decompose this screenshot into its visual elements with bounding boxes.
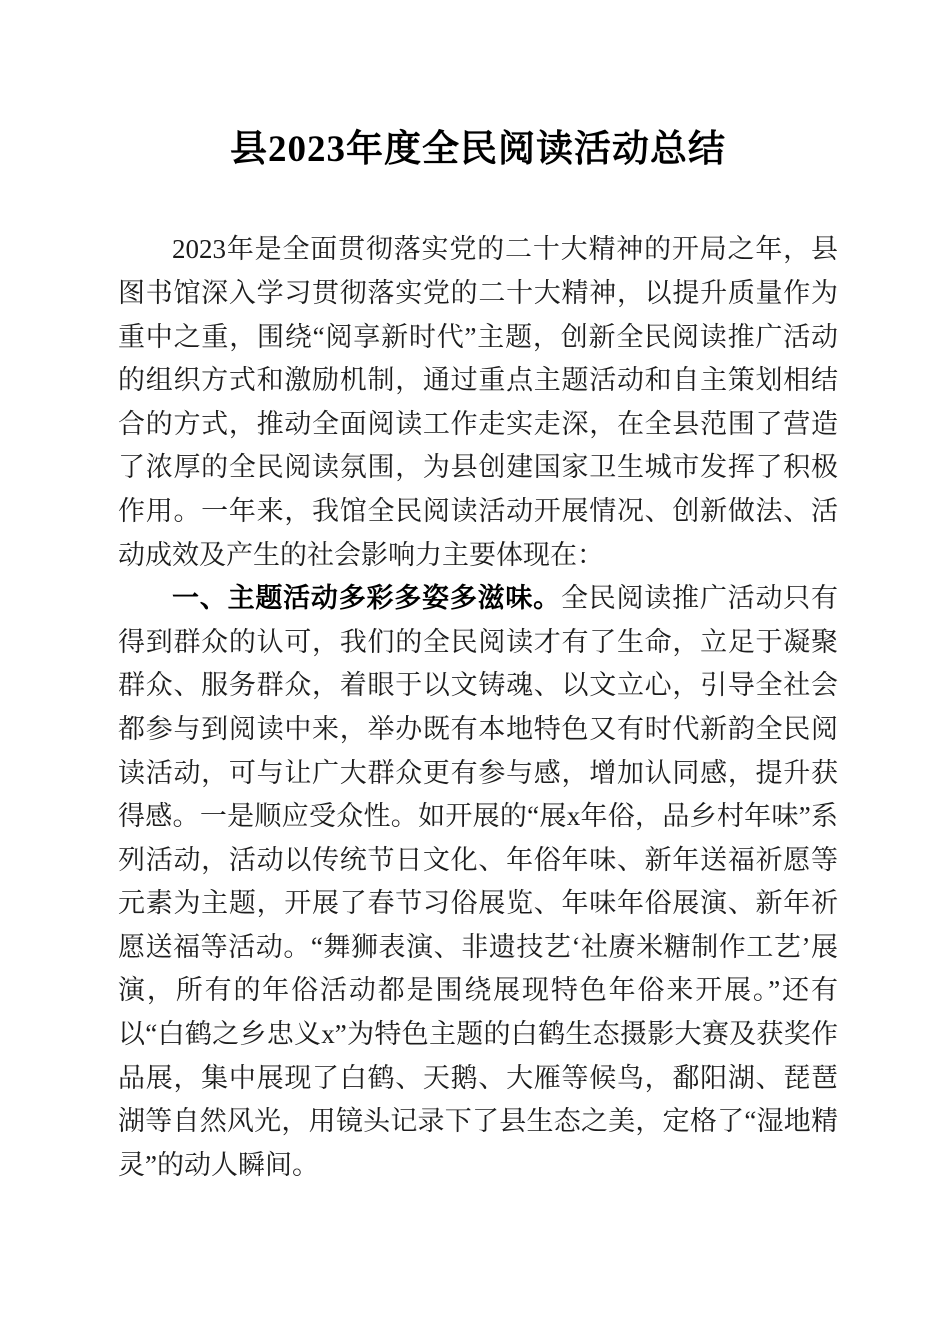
section-1-heading: 一、主题活动多彩多姿多滋味。 — [172, 583, 561, 614]
section-1-body: 全民阅读推广活动只有得到群众的认可，我们的全民阅读才有了生命，立足于凝聚群众、服务群众，着眼于以文铸魂、以文立心，引导全社会都参与到阅读中来，举办既有本地特色又有时代新韵全民阅读活动，可与让广大群众更有参与感，增加认同感，提升获得感。一是顺应受众性。如开展的“展x年俗，品乡村年味”系列活动，活动以传统节日文化、年俗年味、新年送福祈愿等元素为主题，开展了春节习俗展览、年味年俗展演、新年祈愿送福等活动。“舞狮表演、非遗技艺‘社赓米糖制作工艺’展演，所有的年俗活动都是围绕展现特色年俗来开展。”还有以“白鹤之乡忠义x”为特色主题的白鹤生态摄影大赛及获奖作品展，集中展现了白鹤、天鹅、大雁等候鸟，鄱阳湖、琵琶湖等自然风光，用镜头记录下了县生态之美，定格了“湿地精灵”的动人瞬间。 — [118, 583, 839, 1180]
paragraph-section-1 — [118, 577, 838, 1187]
paragraph-intro: 2023年是全面贯彻落实党的二十大精神的开局之年，县图书馆深入学习贯彻落实党的二十大精神，以提升质量作为重中之重，围绕“阅享新时代”主题，创新全民阅读推广活动的组织方式和激励机制，通过重点主题活动和自主策划相结合的方式，推动全面阅读工作走实走深，在全县范围了营造了浓厚的全民阅读氛围，为县创建国家卫生城市发挥了积极作用。一年来，我馆全民阅读活动开展情况、创新做法、活动成效及产生的社会影响力主要体现在： — [118, 234, 838, 570]
document-title: 县2023年度全民阅读活动总结 — [230, 129, 726, 170]
